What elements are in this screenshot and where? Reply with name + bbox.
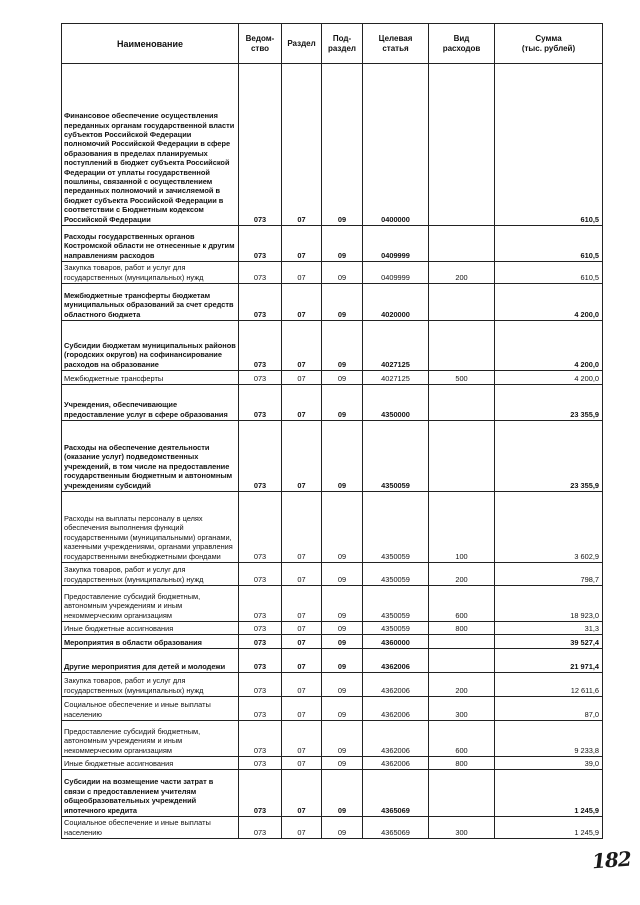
- table-row: [62, 721, 603, 757]
- table-row: [62, 262, 603, 284]
- cell-name: Иные бюджетные ассигнования: [62, 757, 239, 770]
- table-row: [62, 649, 603, 673]
- cell-target: 4027125: [363, 371, 429, 385]
- table-row: [62, 586, 603, 622]
- table-row: [62, 321, 603, 371]
- cell-sum: 4 200,0: [495, 284, 603, 321]
- cell-type: 200: [429, 262, 495, 284]
- table-row: [62, 226, 603, 262]
- cell-name: Субсидии на возмещение части затрат в связи с предоставлением учителям общеобразовательных учреждений ипотечного кредита: [62, 770, 239, 817]
- cell-target: 0409999: [363, 262, 429, 284]
- cell-subsection: 09: [322, 635, 363, 649]
- cell-name: Закупка товаров, работ и услуг для государственных (муниципальных) нужд: [62, 673, 239, 697]
- cell-type: 600: [429, 721, 495, 757]
- cell-target: 4365069: [363, 770, 429, 817]
- cell-name: Другие мероприятия для детей и молодежи: [62, 649, 239, 673]
- cell-sum: 610,5: [495, 64, 603, 226]
- cell-dept: 073: [239, 371, 282, 385]
- cell-subsection: 09: [322, 284, 363, 321]
- cell-section: 07: [282, 262, 322, 284]
- cell-section: 07: [282, 321, 322, 371]
- cell-sum: 87,0: [495, 697, 603, 721]
- cell-dept: 073: [239, 385, 282, 421]
- cell-subsection: 09: [322, 226, 363, 262]
- cell-sum: 23 355,9: [495, 385, 603, 421]
- table-row: [62, 385, 603, 421]
- page-number: 182: [591, 846, 632, 874]
- cell-sum: 39,0: [495, 757, 603, 770]
- cell-dept: 073: [239, 262, 282, 284]
- cell-name: Предоставление субсидий бюджетным, автономным учреждениям и иным некоммерческим организациям: [62, 721, 239, 757]
- cell-sum: 39 527,4: [495, 635, 603, 649]
- cell-section: 07: [282, 385, 322, 421]
- cell-target: 4362006: [363, 757, 429, 770]
- cell-dept: 073: [239, 721, 282, 757]
- cell-dept: 073: [239, 226, 282, 262]
- cell-name: Мероприятия в области образования: [62, 635, 239, 649]
- cell-sum: 610,5: [495, 226, 603, 262]
- table-row: [62, 622, 603, 635]
- cell-type: 200: [429, 673, 495, 697]
- header-target: Целевая статья: [363, 24, 429, 64]
- cell-name: Социальное обеспечение и иные выплаты населению: [62, 817, 239, 839]
- cell-type: 500: [429, 371, 495, 385]
- cell-name: Иные бюджетные ассигнования: [62, 622, 239, 635]
- cell-type: [429, 226, 495, 262]
- cell-sum: 798,7: [495, 563, 603, 586]
- cell-type: 300: [429, 817, 495, 839]
- cell-dept: 073: [239, 64, 282, 226]
- table-row: [62, 421, 603, 492]
- cell-target: 4350059: [363, 586, 429, 622]
- cell-sum: 4 200,0: [495, 371, 603, 385]
- cell-target: 4362006: [363, 673, 429, 697]
- table-row: [62, 284, 603, 321]
- table-body: [62, 64, 603, 839]
- cell-subsection: 09: [322, 421, 363, 492]
- cell-subsection: 09: [322, 563, 363, 586]
- cell-subsection: 09: [322, 385, 363, 421]
- cell-type: [429, 385, 495, 421]
- cell-type: 800: [429, 757, 495, 770]
- cell-section: 07: [282, 697, 322, 721]
- cell-target: 4350000: [363, 385, 429, 421]
- cell-type: 600: [429, 586, 495, 622]
- cell-section: 07: [282, 757, 322, 770]
- cell-subsection: 09: [322, 622, 363, 635]
- cell-type: [429, 635, 495, 649]
- cell-name: Закупка товаров, работ и услуг для государственных (муниципальных) нужд: [62, 563, 239, 586]
- cell-target: 4020000: [363, 284, 429, 321]
- cell-target: 4027125: [363, 321, 429, 371]
- cell-section: 07: [282, 817, 322, 839]
- cell-name: Расходы на выплаты персоналу в целях обеспечения выполнения функций государственными (муниципальными) органами, казенными учреждениями, органами управления государственными внебюджетными фондами: [62, 492, 239, 563]
- cell-sum: 1 245,9: [495, 817, 603, 839]
- table-row: [62, 757, 603, 770]
- table-row: [62, 673, 603, 697]
- cell-subsection: 09: [322, 64, 363, 226]
- cell-section: 07: [282, 226, 322, 262]
- header-dept: Ведом- ство: [239, 24, 282, 64]
- cell-dept: 073: [239, 635, 282, 649]
- cell-type: [429, 64, 495, 226]
- cell-dept: 073: [239, 421, 282, 492]
- table-row: [62, 697, 603, 721]
- cell-name: Межбюджетные трансферты бюджетам муниципальных образований за счет средств областного бюджета: [62, 284, 239, 321]
- header-subsection: Под- раздел: [322, 24, 363, 64]
- cell-subsection: 09: [322, 371, 363, 385]
- cell-section: 07: [282, 371, 322, 385]
- cell-section: 07: [282, 284, 322, 321]
- cell-target: 4362006: [363, 649, 429, 673]
- table-row: [62, 492, 603, 563]
- cell-dept: 073: [239, 622, 282, 635]
- cell-name: Предоставление субсидий бюджетным, автономным учреждениям и иным некоммерческим организациям: [62, 586, 239, 622]
- cell-sum: 610,5: [495, 262, 603, 284]
- cell-section: 07: [282, 563, 322, 586]
- cell-name: Учреждения, обеспечивающие предоставление услуг в сфере образования: [62, 385, 239, 421]
- cell-target: 4350059: [363, 622, 429, 635]
- cell-target: 4365069: [363, 817, 429, 839]
- cell-section: 07: [282, 586, 322, 622]
- cell-type: 100: [429, 492, 495, 563]
- header-section: Раздел: [282, 24, 322, 64]
- cell-sum: 12 611,6: [495, 673, 603, 697]
- cell-subsection: 09: [322, 492, 363, 563]
- cell-target: 4362006: [363, 721, 429, 757]
- cell-dept: 073: [239, 757, 282, 770]
- cell-target: 0400000: [363, 64, 429, 226]
- header-type: Вид расходов: [429, 24, 495, 64]
- cell-dept: 073: [239, 817, 282, 839]
- cell-target: 4350059: [363, 563, 429, 586]
- table-row: [62, 371, 603, 385]
- cell-target: 0409999: [363, 226, 429, 262]
- cell-target: 4350059: [363, 492, 429, 563]
- cell-dept: 073: [239, 284, 282, 321]
- cell-sum: 21 971,4: [495, 649, 603, 673]
- cell-type: [429, 421, 495, 492]
- cell-subsection: 09: [322, 757, 363, 770]
- cell-name: Закупка товаров, работ и услуг для государственных (муниципальных) нужд: [62, 262, 239, 284]
- cell-sum: 1 245,9: [495, 770, 603, 817]
- table-row: [62, 635, 603, 649]
- table-row: [62, 770, 603, 817]
- cell-type: [429, 649, 495, 673]
- cell-dept: 073: [239, 697, 282, 721]
- cell-section: 07: [282, 622, 322, 635]
- cell-name: Межбюджетные трансферты: [62, 371, 239, 385]
- cell-section: 07: [282, 770, 322, 817]
- cell-section: 07: [282, 721, 322, 757]
- cell-subsection: 09: [322, 262, 363, 284]
- cell-sum: 31,3: [495, 622, 603, 635]
- cell-dept: 073: [239, 492, 282, 563]
- cell-dept: 073: [239, 770, 282, 817]
- cell-subsection: 09: [322, 649, 363, 673]
- cell-dept: 073: [239, 673, 282, 697]
- cell-sum: 3 602,9: [495, 492, 603, 563]
- table-row: [62, 563, 603, 586]
- cell-sum: 23 355,9: [495, 421, 603, 492]
- cell-type: [429, 770, 495, 817]
- cell-name: Расходы на обеспечение деятельности (оказание услуг) подведомственных учреждений, в том числе на предоставление государственным бюджетным и автономным учреждениям субсидий: [62, 421, 239, 492]
- cell-target: 4360000: [363, 635, 429, 649]
- cell-name: Расходы государственных органов Костромской области не отнесенные к другим направлениям расходов: [62, 226, 239, 262]
- cell-type: [429, 284, 495, 321]
- cell-name: Финансовое обеспечение осуществления переданных органам государственной власти субъектов Российской Федерации полномочий Российской Федерации в сфере образования в пределах планируемых поступлений в бюджет субъекта Российской Федерации от уплаты государственной пошлины, связанной с осуществлением переданных полномочий и зачисляемой в бюджет субъекта Российской Федерации в соответствии с Бюджетным кодексом Российской Федерации: [62, 64, 239, 226]
- cell-name: Субсидии бюджетам муниципальных районов (городских округов) на софинансирование расходов на образование: [62, 321, 239, 371]
- cell-subsection: 09: [322, 721, 363, 757]
- cell-section: 07: [282, 673, 322, 697]
- header-row: [62, 24, 603, 64]
- cell-type: [429, 321, 495, 371]
- cell-dept: 073: [239, 649, 282, 673]
- cell-dept: 073: [239, 563, 282, 586]
- cell-subsection: 09: [322, 321, 363, 371]
- cell-type: 300: [429, 697, 495, 721]
- cell-target: 4350059: [363, 421, 429, 492]
- cell-name: Социальное обеспечение и иные выплаты населению: [62, 697, 239, 721]
- cell-type: 800: [429, 622, 495, 635]
- header-name: Наименование: [62, 24, 239, 64]
- cell-section: 07: [282, 64, 322, 226]
- table-row: [62, 817, 603, 839]
- cell-section: 07: [282, 421, 322, 492]
- cell-sum: 4 200,0: [495, 321, 603, 371]
- cell-target: 4362006: [363, 697, 429, 721]
- cell-subsection: 09: [322, 586, 363, 622]
- cell-dept: 073: [239, 321, 282, 371]
- cell-section: 07: [282, 492, 322, 563]
- cell-dept: 073: [239, 586, 282, 622]
- header-sum: Сумма (тыс. рублей): [495, 24, 603, 64]
- table-row: [62, 64, 603, 226]
- cell-type: 200: [429, 563, 495, 586]
- cell-subsection: 09: [322, 697, 363, 721]
- budget-table: [61, 23, 603, 839]
- cell-section: 07: [282, 635, 322, 649]
- cell-subsection: 09: [322, 817, 363, 839]
- cell-subsection: 09: [322, 673, 363, 697]
- cell-section: 07: [282, 649, 322, 673]
- cell-sum: 18 923,0: [495, 586, 603, 622]
- cell-sum: 9 233,8: [495, 721, 603, 757]
- cell-subsection: 09: [322, 770, 363, 817]
